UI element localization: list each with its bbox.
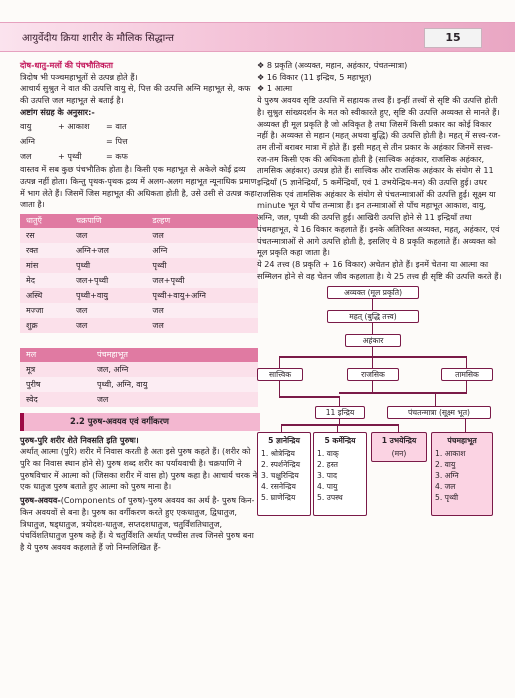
table-cell: जल+पृथ्वी bbox=[70, 273, 146, 288]
table-row bbox=[20, 392, 258, 407]
dhatu-table bbox=[20, 214, 258, 333]
formula-row bbox=[20, 134, 260, 149]
list-item: 5. पृथ्वी bbox=[435, 493, 459, 503]
table-cell: पृथ्वी+वायु+अग्नि bbox=[146, 288, 258, 303]
formula-result: = कफ bbox=[106, 150, 128, 161]
table-row bbox=[20, 362, 258, 377]
table-row bbox=[20, 288, 258, 303]
table-cell: मेद bbox=[20, 273, 70, 288]
table-cell: जल bbox=[146, 228, 258, 243]
table-header: चक्रपाणि bbox=[70, 214, 146, 228]
table-cell: जल bbox=[146, 318, 258, 333]
running-title: आयुर्वेदीय क्रिया शारीर के मौलिक सिद्धान्त bbox=[22, 33, 175, 44]
table-cell: जल bbox=[146, 303, 258, 318]
table-cell: जल bbox=[70, 228, 146, 243]
table-cell: जल+पृथ्वी bbox=[146, 273, 258, 288]
table-header: डल्हण bbox=[146, 214, 258, 228]
node-tanmatra: पंचतन्मात्रा (सूक्ष्म भूत) bbox=[387, 406, 491, 419]
table-cell: अस्थि bbox=[20, 288, 70, 303]
list-item: 4. रसनेन्द्रिय bbox=[261, 482, 296, 492]
node-indriya: 11 इन्द्रिय bbox=[315, 406, 365, 419]
table-row bbox=[20, 377, 258, 392]
formula-term: जल bbox=[20, 150, 32, 161]
table-cell: पुरीष bbox=[20, 377, 91, 392]
right-column bbox=[257, 60, 502, 526]
list-gyanendriya bbox=[257, 432, 311, 516]
list-item: 4. पायु bbox=[317, 482, 338, 492]
page-number: 15 bbox=[424, 28, 482, 48]
paragraph: अर्थात् आत्मा (पुरि) शरीर में निवास करती है अतः इसे पुरुष कहते हैं। (शरीर को पुरि का निवास स्थान होने से) पुरुष शब्द शरीर का पर्यायवाची है। चक्रपाणि ने पुरुषविचार में आत्मा को (जिसका शरीर में वास हो) पुरुष कहा है। आचार्य चरक ने एक धातुज पुरुष बताते हुए आत्मा को पुरुष माना है। bbox=[20, 446, 258, 492]
table-header: पंचमहाभूत bbox=[91, 348, 258, 362]
formula-term: अग्नि bbox=[20, 135, 36, 146]
table-cell: मज्जा bbox=[20, 303, 70, 318]
bullet-item: ❖ 1 आत्मा bbox=[257, 83, 293, 94]
list-item: 3. पाद bbox=[317, 470, 337, 480]
table-cell: मूत्र bbox=[20, 362, 91, 377]
paragraph-text: (Components of पुरुष)-पुरुष अवयव का अर्थ है- पुरुष किन-किन अवयवों से बना है। पुरुष का वर्गीकरण करते हुए एकधातुज, द्विधातुज, त्रिधातुज, षड्धातुज, त्रयोदश-धातुज, सप्तदशधातुज, चतुर्विंशतिधातुज, पंचविंशतिधातुज पुरुष कहे हैं। ये चतुर्विंशति अर्थात् पच्चीस तत्त्व जिनसे पुरुष बना है ये पुरुष अवयव कहलाते हैं जो निम्नलिखित हैं- bbox=[20, 495, 255, 552]
node-tamasik: तामसिक bbox=[441, 368, 493, 381]
formula-row bbox=[20, 149, 260, 164]
list-title: पंचमहाभूत bbox=[447, 436, 477, 446]
table-cell: शुक्र bbox=[20, 318, 70, 333]
table-cell: पृथ्वी bbox=[146, 258, 258, 273]
subheading: पुरुष-अवयव- bbox=[20, 495, 61, 506]
bullet-item: ❖ 8 प्रकृति (अव्यक्त, महान, अहंकार, पंचतन्मात्रा) bbox=[257, 60, 408, 70]
table-cell: पृथ्वी, अग्नि, वायु bbox=[91, 377, 258, 392]
list-item: 3. अग्नि bbox=[435, 470, 459, 480]
list-panchmahabhoot bbox=[431, 432, 493, 516]
subheading: अष्टांग संग्रह के अनुसार:- bbox=[20, 106, 95, 117]
purush-definition: पुरुष-पुरि शरीर शेते निवसति इति पुरुषः। bbox=[20, 434, 139, 445]
formula-term: + पृथ्वी bbox=[58, 150, 82, 161]
list-item: 5. उपस्थ bbox=[317, 493, 343, 503]
list-item: (मन) bbox=[391, 448, 407, 458]
paragraph: त्रिदोष भी पञ्चमहाभूतों से उत्पन्न होते हैं। bbox=[20, 71, 138, 82]
table-row bbox=[20, 318, 258, 333]
list-karmendriya bbox=[313, 432, 367, 516]
node-mahat: महत् (बुद्धि तत्त्व) bbox=[327, 310, 419, 323]
paragraph: ये 24 तत्त्व (8 प्रकृति + 16 विकार) अचेतन होते हैं। इनमें चेतना या आत्मा का सम्मिलन होने से वह चेतन जीव कहलाता है। ये 25 तत्त्व ही सृष्टि की उत्पत्ति करते हैं। bbox=[257, 258, 502, 281]
table-cell: पृथ्वी+वायु bbox=[70, 288, 146, 303]
list-item: 1. आकाश bbox=[435, 448, 466, 458]
mala-table bbox=[20, 348, 258, 407]
table-cell: पृथ्वी bbox=[70, 258, 146, 273]
table-row bbox=[20, 243, 258, 258]
bullet-text: 1 आत्मा bbox=[266, 83, 293, 94]
formula-result: = पित्त bbox=[106, 135, 128, 146]
list-item: 4. जल bbox=[435, 482, 456, 492]
left-column bbox=[20, 60, 260, 554]
list-item: 2. वायु bbox=[435, 459, 456, 469]
paragraph: आचार्य सुश्रुत ने वात की उत्पत्ति वायु से, पित्त की उत्पत्ति अग्नि महाभूत से, कफ की उत्पत्ति जल महाभूत से बताई है। bbox=[20, 83, 251, 106]
list-ubhayendriya bbox=[371, 432, 427, 462]
paragraph: वास्तव में सब कुछ पंचभौतिक होता है। किसी एक महाभूत से अकेले कोई द्रव्य उत्पन्न नहीं होता। किन्तु पृथक-पृथक द्रव्य में अलग-अलग महाभूत न्यूनाधिक प्रमाण में भाग लेते हैं। जिसमें जिस महाभूत की अधिकता होती है, उसे उसी से उत्पन्न कहा जाता है। bbox=[20, 164, 257, 210]
bullet-item: ❖ 16 विकार (11 इन्द्रिय, 5 महाभूत) bbox=[257, 71, 372, 82]
table-row bbox=[20, 303, 258, 318]
list-item: 2. हस्त bbox=[317, 459, 338, 469]
list-title: 1 उभयेन्द्रिय bbox=[381, 436, 417, 446]
table-row bbox=[20, 258, 258, 273]
node-satvik: सात्त्विक bbox=[257, 368, 303, 381]
heading-panchbhautikta: दोष-धातु-मलों की पंचभौतिकता bbox=[20, 60, 114, 70]
table-row bbox=[20, 228, 258, 243]
node-avyakta: अव्यक्त (मूल प्रकृति) bbox=[327, 286, 419, 299]
formula-result: = वात bbox=[106, 120, 127, 131]
node-rajasik: राजसिक bbox=[347, 368, 399, 381]
list-title: 5 कर्मेन्द्रिय bbox=[324, 436, 356, 446]
bullet-text: 8 प्रकृति (अव्यक्त, महान, अहंकार, पंचतन्मात्रा) bbox=[266, 60, 408, 70]
table-cell: रस bbox=[20, 228, 70, 243]
table-header: धातुएँ bbox=[20, 214, 70, 228]
list-item: 1. वाक् bbox=[317, 448, 339, 458]
srishti-diagram bbox=[257, 286, 502, 526]
node-ahankar: अहंकार bbox=[345, 334, 401, 347]
table-row bbox=[20, 273, 258, 288]
list-item: 1. श्रोत्रेन्द्रिय bbox=[261, 448, 295, 458]
table-cell: अग्नि bbox=[146, 243, 258, 258]
formula-term: + आकाश bbox=[58, 120, 90, 131]
formula-term: वायु bbox=[20, 120, 32, 131]
page-header bbox=[0, 22, 515, 52]
paragraph: ये पुरुष अवयव सृष्टि उत्पत्ति में सहायक तत्त्व हैं। इन्हीं तत्त्वों से सृष्टि की उत्पत्ति होती है। सुश्रुत सांख्यदर्शन के मत को स्वीकारते हुए, सृष्टि की उत्पत्ति अव्यक्त से मानते हैं। अव्यक्त ही मूल प्रकृति है जो अविकृत है तथा जिसमें किसी प्रकार का कोई विकार नहीं है। अव्यक्त से महान (महत् अथवा बुद्धि) की उत्पत्ति होती है। महत् में सत्त्व-रज-तम तीनों बराबर मात्रा में होते हैं। इसी महत् से तीन प्रकार के अहंकार जिनमें सत्त्व-रज-तम किसी एक की अधिकता होती है (सात्त्विक अहंकार, राजसिक अहंकार, तामसिक अहंकार) उत्पन्न होते हैं। सात्त्विक और राजसिक अहंकार के संयोग से 11 इन्द्रियाँ (5 ज्ञानेन्द्रियाँ, 5 कर्मेन्द्रियाँ, एवं 1 उभयेन्द्रिय-मन) की उत्पत्ति हुई। उधर राजसिक एवं तामसिक अहंकार के संयोग से पंचतन्मात्राओं की उत्पत्ति हुई। सूक्ष्म या minute भूत ये पाँच तन्मात्रा हैं। इन तन्मात्राओं से पाँच महाभूत आकाश, वायु, अग्नि, जल, पृथ्वी की उत्पत्ति हुई। आखिरी उत्पत्ति होने से 11 इन्द्रियाँ तथा पंचमहाभूत, ये 16 विकार कहलाते हैं। इनके अतिरिक्त अव्यक्त, महत्, अहंकार, एवं पंचतन्मात्राओं से आगे उत्पत्ति होती है, इसलिए ये 8 प्रकृति कहलाते हैं। अव्यक्त को मूल प्रकृति कहा जाता है। bbox=[257, 95, 501, 258]
bullet-text: 16 विकार (11 इन्द्रिय, 5 महाभूत) bbox=[266, 71, 372, 82]
list-item: 2. स्पर्शनेन्द्रिय bbox=[261, 459, 301, 469]
table-cell: जल bbox=[70, 318, 146, 333]
table-cell: जल bbox=[91, 392, 258, 407]
table-cell: स्वेद bbox=[20, 392, 91, 407]
table-cell: मांस bbox=[20, 258, 70, 273]
paragraph bbox=[20, 495, 260, 554]
list-item: 3. चक्षुरिन्द्रिय bbox=[261, 470, 299, 480]
section-heading: 2.2 पुरुष-अवयव एवं वर्गीकरण bbox=[20, 413, 260, 431]
table-header: मल bbox=[20, 348, 91, 362]
table-cell: अग्नि+जल bbox=[70, 243, 146, 258]
list-title: 5 ज्ञानेन्द्रिय bbox=[268, 436, 300, 446]
list-item: 5. घ्राणेन्द्रिय bbox=[261, 493, 296, 503]
table-cell: रक्त bbox=[20, 243, 70, 258]
table-cell: जल, अग्नि bbox=[91, 362, 258, 377]
formula-row bbox=[20, 119, 260, 134]
table-cell: जल bbox=[70, 303, 146, 318]
